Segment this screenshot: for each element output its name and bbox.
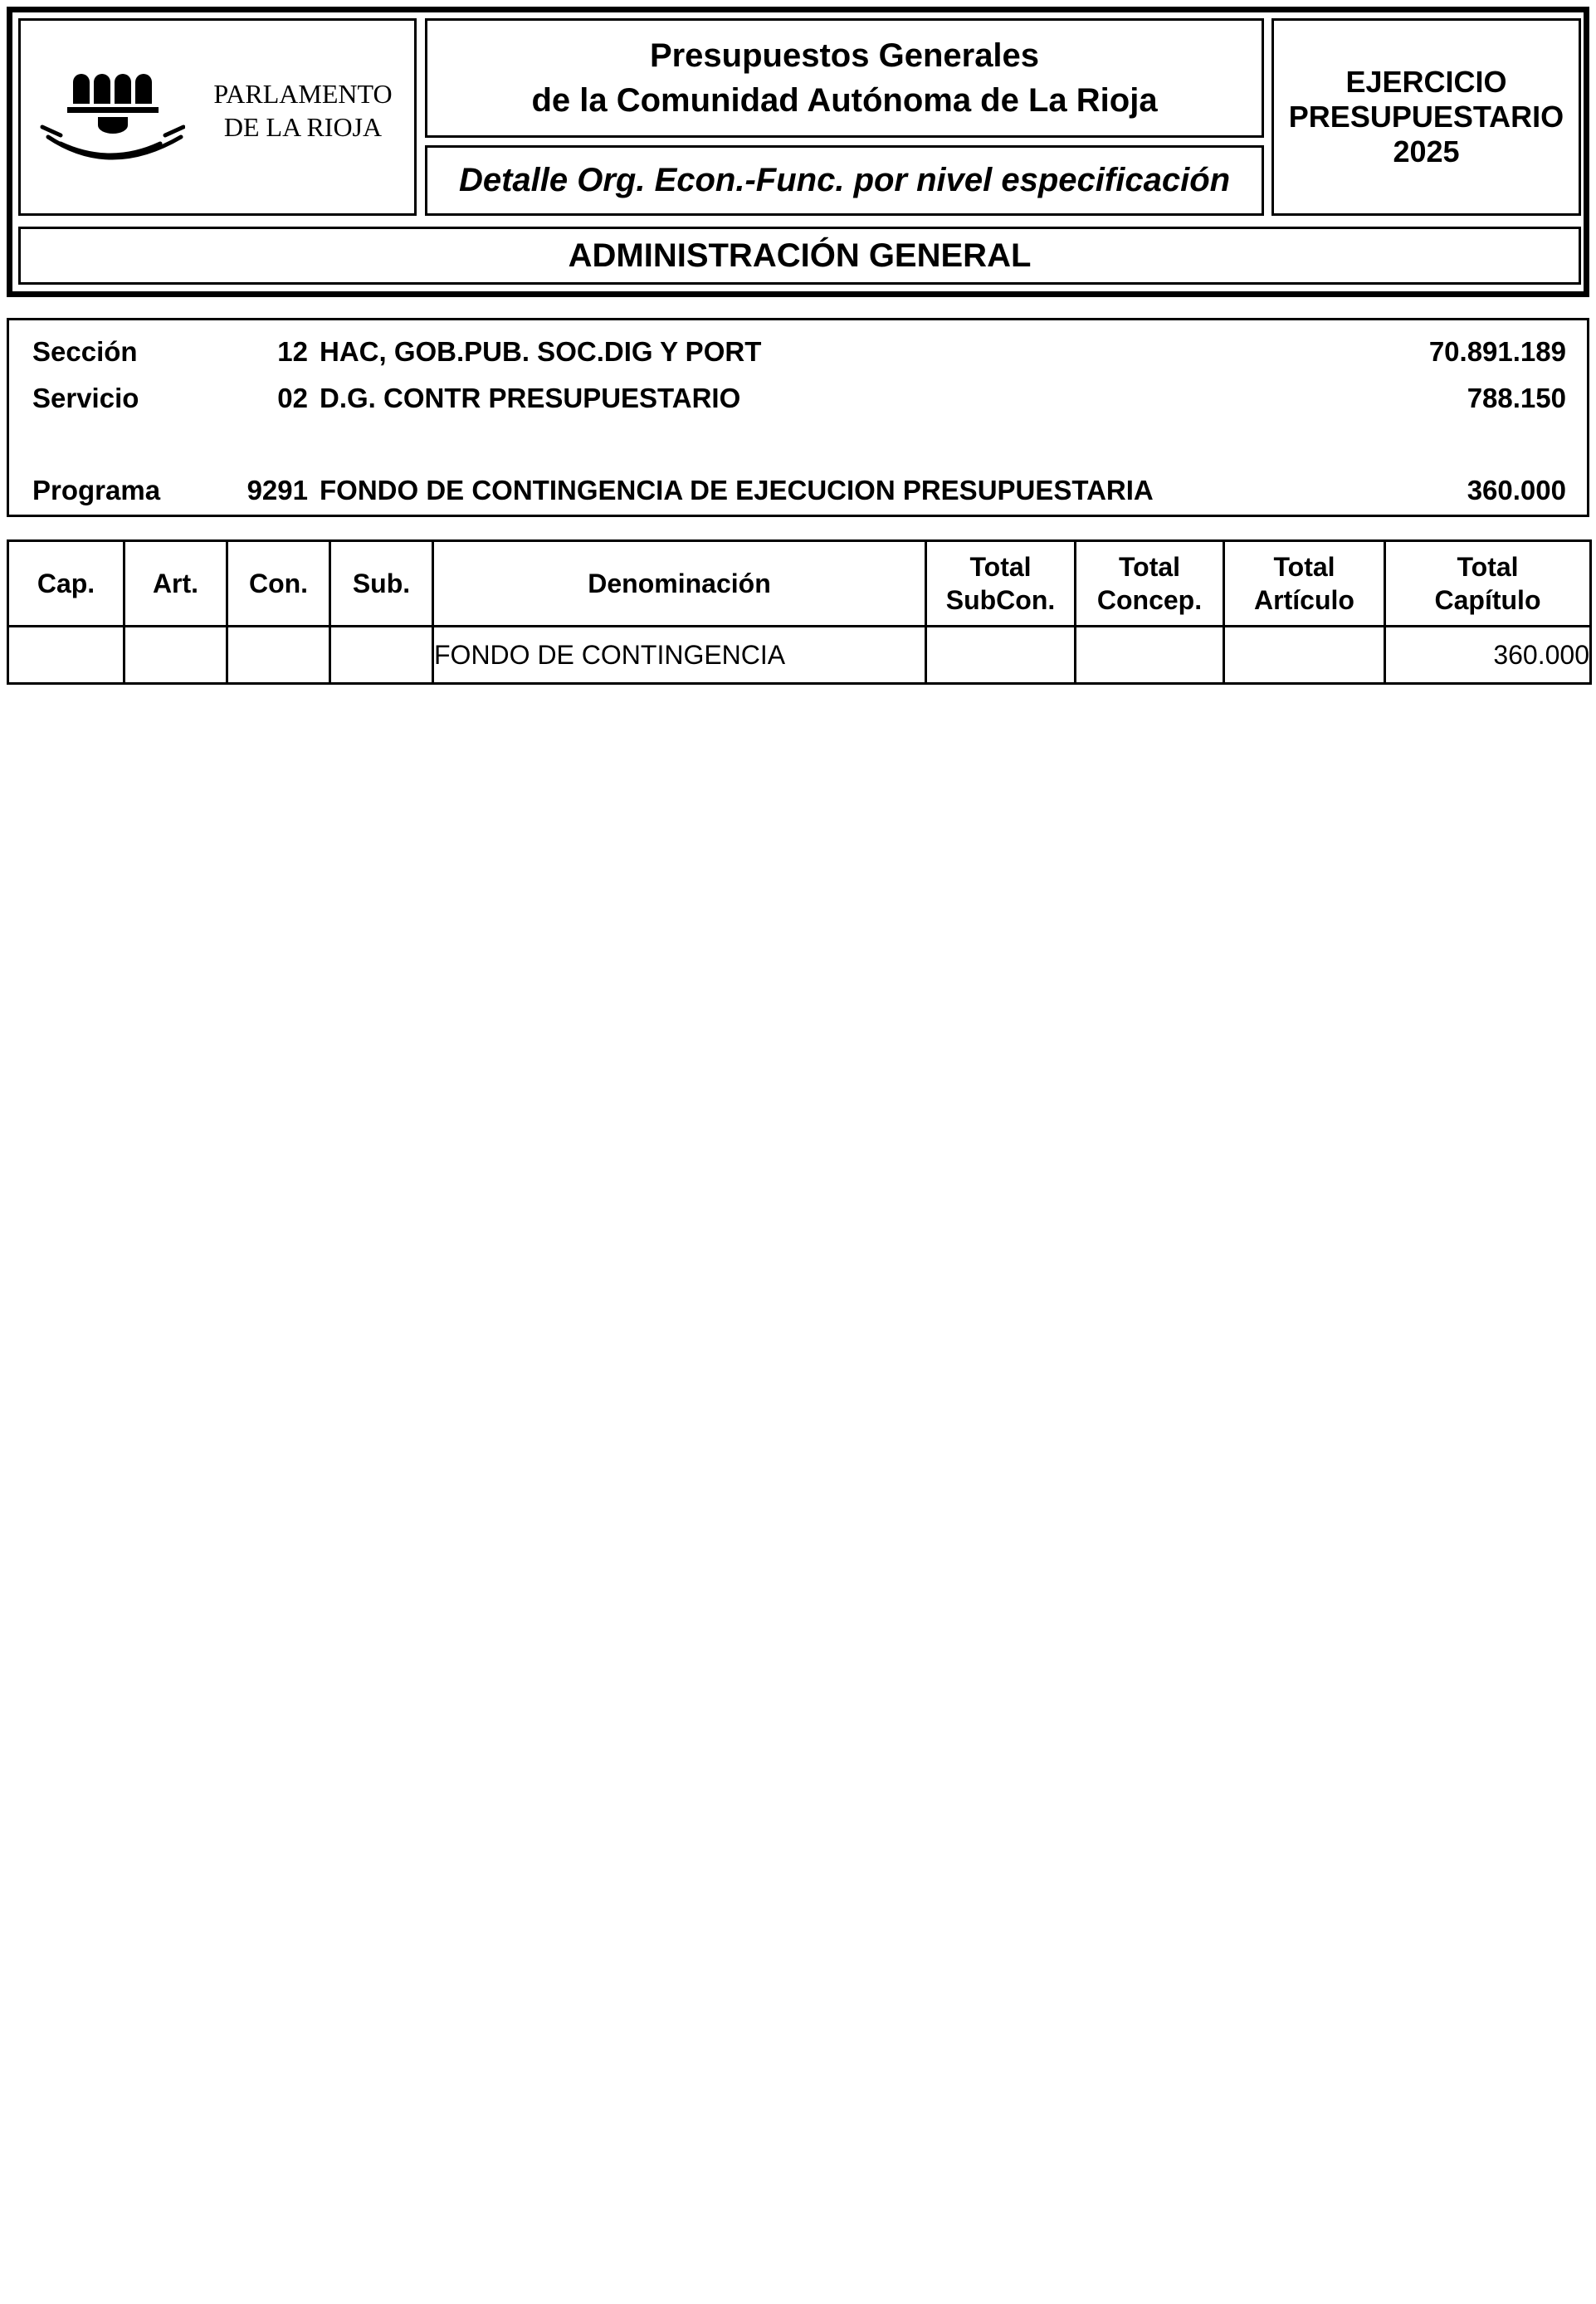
org-name-line1: PARLAMENTO: [213, 79, 393, 109]
col-header-total-concep-line1: Total: [1118, 552, 1181, 582]
cell-sub: [330, 627, 433, 684]
col-header-cap: Cap.: [8, 541, 124, 627]
org-name-line2: DE LA RIOJA: [223, 112, 383, 142]
col-header-total-articulo: [1224, 541, 1385, 627]
logo-wordmark: [199, 77, 407, 144]
cell-total-articulo: [1224, 627, 1385, 684]
admin-title: ADMINISTRACIÓN GENERAL: [568, 237, 1032, 274]
cell-total-capitulo: 360.000: [1385, 627, 1591, 684]
programa-row: [9, 471, 1587, 510]
parliament-logo-icon: [36, 54, 185, 178]
programa-name: FONDO DE CONTINGENCIA DE EJECUCION PRESUPUESTARIA: [320, 475, 1154, 505]
cell-denominacion: FONDO DE CONTINGENCIA: [433, 627, 926, 684]
title-panel: [425, 18, 1264, 138]
exercise-panel: [1271, 18, 1581, 216]
col-header-total-capitulo: [1385, 541, 1591, 627]
col-header-total-concep: [1076, 541, 1224, 627]
col-header-total-subcon: [926, 541, 1076, 627]
subtitle-panel: [425, 145, 1264, 216]
servicio-code: 02: [277, 383, 308, 413]
programa-amount: 360.000: [1467, 475, 1566, 505]
document-subtitle: Detalle Org. Econ.-Func. por nivel especificación: [458, 162, 1231, 198]
seccion-row: [9, 333, 1587, 371]
exercise-year: 2025: [1393, 134, 1460, 168]
seccion-name: HAC, GOB.PUB. SOC.DIG Y PORT: [320, 336, 762, 367]
cell-total-concep: [1076, 627, 1224, 684]
col-header-con: Con.: [227, 541, 330, 627]
col-header-total-subcon-line1: Total: [969, 552, 1032, 582]
servicio-amount: 788.150: [1467, 383, 1566, 413]
seccion-amount: 70.891.189: [1428, 336, 1566, 367]
logo-panel: [18, 18, 417, 216]
programa-label: Programa: [32, 475, 161, 505]
table-header-row: [8, 541, 1591, 627]
col-header-total-subcon-line2: SubCon.: [945, 585, 1056, 615]
col-header-total-articulo-line2: Artículo: [1254, 585, 1354, 615]
col-header-total-concep-line2: Concep.: [1096, 585, 1203, 615]
document-title-line1: Presupuestos Generales: [649, 37, 1040, 74]
servicio-row: [9, 379, 1587, 417]
seccion-label: Sección: [32, 336, 138, 367]
col-header-art: Art.: [124, 541, 227, 627]
col-header-total-capitulo-line1: Total: [1457, 552, 1519, 582]
servicio-name: D.G. CONTR PRESUPUESTARIO: [320, 383, 741, 413]
servicio-label: Servicio: [32, 383, 139, 413]
exercise-label-line1: EJERCICIO: [1345, 65, 1507, 99]
table-row: [8, 627, 1591, 684]
budget-info-panel: [7, 318, 1589, 517]
seccion-code: 12: [277, 336, 308, 367]
cell-cap: [8, 627, 124, 684]
col-header-total-articulo-line1: Total: [1273, 552, 1335, 582]
programa-code: 9291: [246, 475, 308, 505]
document-title-line2: de la Comunidad Autónoma de La Rioja: [531, 82, 1158, 119]
cell-con: [227, 627, 330, 684]
col-header-denominacion: Denominación: [433, 541, 926, 627]
cell-art: [124, 627, 227, 684]
col-header-total-capitulo-line2: Capítulo: [1434, 585, 1541, 615]
cell-total-subcon: [926, 627, 1076, 684]
col-header-sub: Sub.: [330, 541, 433, 627]
budget-table: [7, 539, 1592, 685]
admin-panel: [18, 227, 1581, 285]
exercise-label-line2: PRESUPUESTARIO: [1288, 100, 1564, 134]
